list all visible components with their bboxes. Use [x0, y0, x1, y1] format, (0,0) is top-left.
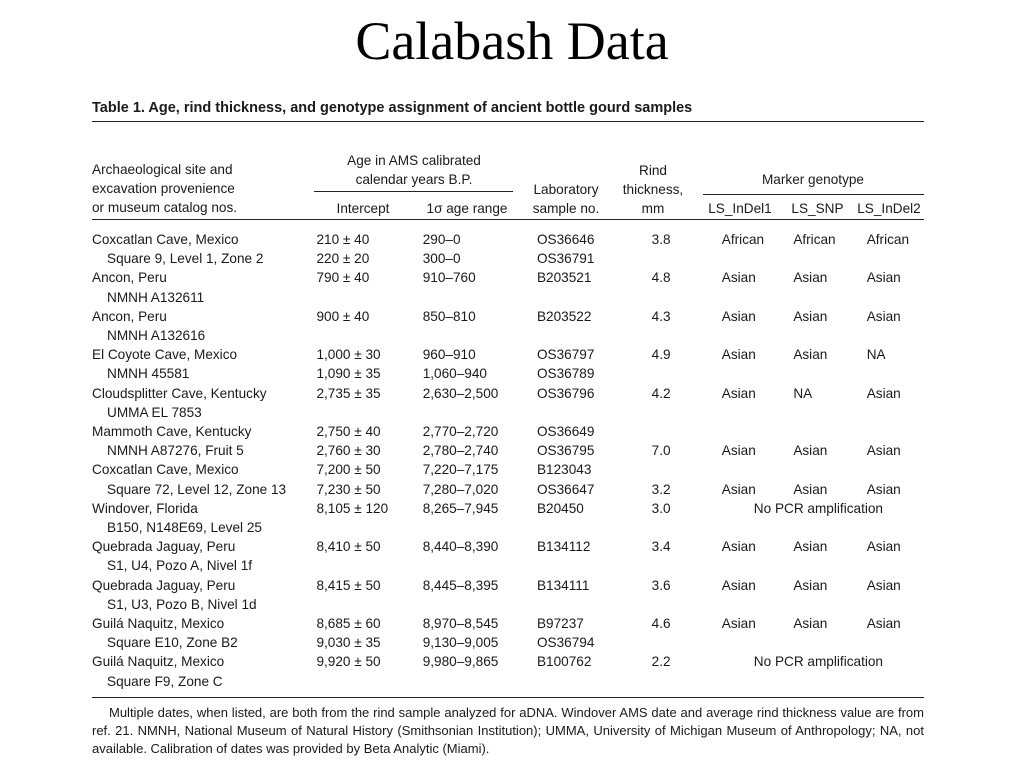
data-table [92, 98, 924, 758]
cell-lab: B134112 [536, 539, 591, 555]
cell-site: NMNH A132611 [107, 289, 205, 305]
cell-site: NMNH A132616 [107, 328, 206, 344]
cell-rind: 2.2 [651, 654, 671, 670]
table-row [92, 672, 924, 691]
table-row [92, 556, 924, 575]
cell-intercept: 900 ± 40 [316, 308, 370, 324]
cell-intercept [312, 556, 404, 575]
cell-g3: Asian [866, 577, 901, 593]
cell-intercept: 8,105 ± 120 [316, 500, 389, 516]
cell-g3 [859, 288, 924, 307]
cell-g1: Asian [721, 347, 756, 363]
cell-range: 8,970–8,545 [422, 616, 499, 632]
cell-intercept: 8,410 ± 50 [316, 539, 381, 555]
table-body [92, 230, 924, 691]
header-range: 1σ age range [426, 201, 508, 216]
cell-g2 [785, 556, 858, 575]
table-row [92, 480, 924, 499]
cell-g1 [713, 422, 786, 441]
cell-g1 [713, 633, 786, 652]
cell-g1: Asian [721, 616, 756, 632]
cell-site: El Coyote Cave, Mexico [92, 347, 238, 363]
cell-lab: B134111 [536, 577, 590, 593]
cell-g3: NA [866, 347, 886, 363]
cell-rind [619, 364, 713, 383]
cell-rind [619, 422, 713, 441]
cell-rind: 4.8 [651, 270, 671, 286]
table-row [92, 288, 924, 307]
header-intercept: Intercept [336, 201, 390, 216]
cell-g3 [859, 672, 924, 691]
age-group-rule [314, 191, 513, 192]
cell-lab: OS36795 [536, 443, 595, 459]
header-age-line: Age in AMS calibrated [347, 153, 481, 168]
cell-lab [520, 288, 619, 307]
cell-lab: B203521 [536, 270, 592, 286]
cell-lab: OS36646 [536, 232, 595, 247]
cell-g3 [859, 403, 924, 422]
cell-rind: 4.6 [651, 616, 671, 632]
cell-g2: African [793, 232, 836, 247]
header-g2: LS_SNP [791, 201, 844, 216]
header-rind-line: mm [641, 201, 665, 216]
cell-g2: NA [793, 385, 813, 401]
table-row [92, 499, 924, 518]
cell-range: 1,060–940 [422, 366, 487, 382]
cell-g1 [713, 518, 786, 537]
cell-g3: Asian [866, 616, 901, 632]
cell-g2 [785, 633, 858, 652]
table-row [92, 652, 924, 671]
cell-lab: OS36647 [536, 481, 595, 497]
slide-title: Calabash Data [355, 11, 669, 71]
cell-lab: B20450 [536, 500, 584, 516]
cell-rind: 3.8 [651, 232, 671, 247]
cell-g3 [859, 595, 924, 614]
cell-range: 910–760 [422, 270, 476, 286]
cell-g3: Asian [866, 308, 901, 324]
cell-range: 2,630–2,500 [422, 385, 499, 401]
cell-g2: Asian [793, 577, 828, 593]
cell-intercept: 2,750 ± 40 [316, 424, 381, 440]
cell-lab [520, 326, 619, 345]
cell-rind: 7.0 [651, 443, 671, 459]
cell-g1: Asian [721, 577, 756, 593]
cell-site: UMMA EL 7853 [107, 404, 202, 420]
cell-g3 [859, 518, 924, 537]
cell-g3 [859, 556, 924, 575]
cell-site: B150, N148E69, Level 25 [107, 520, 262, 536]
cell-lab: B100762 [536, 654, 592, 670]
cell-g1: Asian [721, 539, 756, 555]
cell-site: Guilá Naquitz, Mexico [92, 654, 225, 670]
cell-range: 290–0 [422, 232, 461, 247]
table-row [92, 460, 924, 479]
table-footnote: Multiple dates, when listed, are both from the rind sample analyzed for aDNA. Windover AMS date and average rind thickness value are from ref. 21. NMNH, National Museum of Natural History (Smithsonian Institution); UMMA, University of Michigan Museum of Anthropology; NA, not available. Calibration of dates was provided by Beta Analytic (Miami). [92, 704, 924, 756]
cell-g1 [713, 403, 786, 422]
cell-rind [619, 633, 713, 652]
cell-g2: Asian [793, 481, 828, 497]
cell-rind [619, 460, 713, 479]
header-rind [612, 161, 694, 218]
cell-intercept [312, 326, 404, 345]
cell-intercept: 8,685 ± 60 [316, 616, 381, 632]
cell-g2 [785, 364, 858, 383]
cell-rind: 3.0 [651, 500, 671, 516]
cell-lab: OS36791 [536, 251, 595, 267]
cell-range: 9,130–9,005 [422, 635, 499, 651]
cell-site: Guilá Naquitz, Mexico [92, 616, 225, 632]
cell-site: NMNH A87276, Fruit 5 [107, 443, 244, 459]
cell-range [405, 326, 520, 345]
header-site [92, 160, 312, 217]
cell-rind [619, 595, 713, 614]
header-site-line: Archaeological site and [92, 162, 233, 177]
cell-intercept: 9,030 ± 35 [316, 635, 381, 651]
cell-genotype-span: No PCR amplification [753, 654, 883, 670]
cell-range: 960–910 [422, 347, 476, 363]
cell-lab: OS36789 [536, 366, 595, 382]
table-row [92, 576, 924, 595]
table-row [92, 364, 924, 383]
cell-intercept: 1,090 ± 35 [316, 366, 381, 382]
cell-g2 [785, 672, 858, 691]
cell-intercept: 2,760 ± 30 [316, 443, 381, 459]
header-lab [516, 180, 616, 218]
cell-site: Cloudsplitter Cave, Kentucky [92, 385, 267, 401]
cell-site: Coxcatlan Cave, Mexico [92, 232, 239, 247]
table-row [92, 230, 924, 249]
cell-range: 9,980–9,865 [422, 654, 499, 670]
cell-range: 8,445–8,395 [422, 577, 499, 593]
cell-lab: B203522 [536, 308, 592, 324]
cell-intercept [312, 403, 404, 422]
cell-rind: 4.3 [651, 308, 671, 324]
cell-g2 [785, 249, 858, 268]
header-site-line: excavation provenience [92, 181, 235, 196]
table-row [92, 595, 924, 614]
cell-g2: Asian [793, 270, 828, 286]
cell-g2 [785, 422, 858, 441]
cell-lab: OS36794 [536, 635, 595, 651]
cell-site: Square 9, Level 1, Zone 2 [107, 251, 264, 267]
cell-range: 7,280–7,020 [422, 481, 499, 497]
cell-rind: 4.9 [651, 347, 671, 363]
cell-range [405, 556, 520, 575]
cell-rind [619, 403, 713, 422]
cell-site: Square 72, Level 12, Zone 13 [107, 481, 287, 497]
cell-range [405, 288, 520, 307]
cell-intercept: 220 ± 20 [316, 251, 370, 267]
cell-rind [619, 672, 713, 691]
cell-g1 [713, 672, 786, 691]
cell-intercept [312, 595, 404, 614]
cell-g3 [859, 364, 924, 383]
cell-g1: African [721, 232, 765, 247]
cell-g2: Asian [793, 308, 828, 324]
cell-intercept: 8,415 ± 50 [316, 577, 381, 593]
header-rind-line: Rind [639, 163, 667, 178]
cell-g1 [713, 326, 786, 345]
cell-rind [619, 288, 713, 307]
cell-g3 [859, 326, 924, 345]
cell-g3 [859, 249, 924, 268]
cell-lab: B97237 [536, 616, 584, 632]
cell-g1 [713, 595, 786, 614]
cell-g1 [713, 460, 786, 479]
cell-g2 [785, 288, 858, 307]
cell-intercept: 7,230 ± 50 [316, 481, 381, 497]
cell-rind: 4.2 [651, 385, 671, 401]
table-row [92, 268, 924, 287]
header-site-line: or museum catalog nos. [92, 200, 238, 215]
cell-intercept: 210 ± 40 [316, 232, 370, 247]
cell-g2 [785, 518, 858, 537]
cell-lab [520, 672, 619, 691]
cell-g3: Asian [866, 385, 901, 401]
table-row [92, 326, 924, 345]
cell-intercept [312, 672, 404, 691]
cell-lab [520, 556, 619, 575]
cell-g2: Asian [793, 347, 828, 363]
cell-site: Quebrada Jaguay, Peru [92, 577, 236, 593]
cell-site: Windover, Florida [92, 500, 198, 516]
cell-intercept: 1,000 ± 30 [316, 347, 381, 363]
bottom-rule [92, 697, 924, 698]
table-row [92, 422, 924, 441]
table-row [92, 518, 924, 537]
cell-g1 [713, 364, 786, 383]
cell-lab [520, 403, 619, 422]
cell-rind: 3.4 [651, 539, 671, 555]
cell-g1: Asian [721, 481, 756, 497]
cell-range [405, 403, 520, 422]
cell-intercept: 9,920 ± 50 [316, 654, 381, 670]
cell-rind [619, 326, 713, 345]
cell-g2 [785, 403, 858, 422]
genotype-group-rule [703, 194, 924, 195]
cell-g2 [785, 326, 858, 345]
cell-range: 300–0 [422, 251, 461, 267]
table-header [92, 122, 924, 216]
cell-range: 850–810 [422, 308, 476, 324]
cell-g2 [785, 595, 858, 614]
cell-site: S1, U4, Pozo A, Nivel 1f [107, 558, 253, 574]
cell-g3: Asian [866, 481, 901, 497]
header-bottom-rule [92, 219, 924, 220]
table-caption: Table 1. Age, rind thickness, and genotype assignment of ancient bottle gourd samples [92, 100, 693, 116]
cell-lab [520, 518, 619, 537]
cell-range: 8,265–7,945 [422, 500, 499, 516]
header-age-group [314, 151, 514, 189]
cell-site: Mammoth Cave, Kentucky [92, 424, 252, 440]
cell-g3: Asian [866, 443, 901, 459]
cell-rind: 3.6 [651, 577, 671, 593]
cell-site: Square F9, Zone C [107, 673, 223, 689]
cell-lab: OS36649 [536, 424, 595, 440]
header-g1: LS_InDel1 [708, 201, 772, 216]
cell-lab: B123043 [536, 462, 592, 478]
cell-intercept: 790 ± 40 [316, 270, 370, 286]
cell-g1 [713, 249, 786, 268]
cell-g1: Asian [721, 443, 756, 459]
header-g3: LS_InDel2 [857, 201, 921, 216]
cell-g3: Asian [866, 270, 901, 286]
table-row [92, 537, 924, 556]
cell-site: Square E10, Zone B2 [107, 635, 238, 651]
cell-rind [619, 518, 713, 537]
cell-g1 [713, 288, 786, 307]
cell-g1: Asian [721, 270, 756, 286]
header-lab-line: Laboratory [533, 182, 599, 197]
table-row [92, 249, 924, 268]
cell-intercept: 2,735 ± 35 [316, 385, 381, 401]
cell-rind [619, 556, 713, 575]
header-lab-line: sample no. [532, 201, 600, 216]
cell-range: 8,440–8,390 [422, 539, 499, 555]
cell-g2: Asian [793, 443, 828, 459]
cell-g3 [859, 422, 924, 441]
cell-g1: Asian [721, 308, 756, 324]
cell-lab: OS36797 [536, 347, 595, 363]
cell-range [405, 595, 520, 614]
table-row [92, 441, 924, 460]
header-rind-line: thickness, [622, 182, 684, 197]
cell-range: 2,770–2,720 [422, 424, 499, 440]
cell-lab [520, 595, 619, 614]
cell-rind [619, 249, 713, 268]
cell-rind: 3.2 [651, 481, 671, 497]
cell-site: Coxcatlan Cave, Mexico [92, 462, 239, 478]
cell-g3 [859, 460, 924, 479]
table-row [92, 345, 924, 364]
cell-site: Ancon, Peru [92, 308, 167, 324]
cell-range: 2,780–2,740 [422, 443, 499, 459]
cell-range: 7,220–7,175 [422, 462, 499, 478]
table-row [92, 633, 924, 652]
header-genotype-group: Marker genotype [761, 172, 864, 187]
table-row [92, 384, 924, 403]
cell-lab: OS36796 [536, 385, 595, 401]
header-age-line: calendar years B.P. [355, 172, 473, 187]
cell-site: S1, U3, Pozo B, Nivel 1d [107, 596, 257, 612]
cell-g2: Asian [793, 616, 828, 632]
cell-site: Quebrada Jaguay, Peru [92, 539, 236, 555]
table-row [92, 614, 924, 633]
cell-g1 [713, 556, 786, 575]
cell-site: NMNH 45581 [107, 366, 190, 382]
cell-range [405, 672, 520, 691]
cell-intercept: 7,200 ± 50 [316, 462, 381, 478]
cell-g3: Asian [866, 539, 901, 555]
cell-genotype-span: No PCR amplification [753, 500, 883, 516]
cell-intercept [312, 288, 404, 307]
table-row [92, 307, 924, 326]
cell-range [405, 518, 520, 537]
cell-g3: African [866, 232, 910, 247]
cell-g3 [859, 633, 924, 652]
cell-g1: Asian [721, 385, 756, 401]
cell-intercept [312, 518, 404, 537]
table-row [92, 403, 924, 422]
cell-g2: Asian [793, 539, 828, 555]
cell-site: Ancon, Peru [92, 270, 167, 286]
cell-g2 [785, 460, 858, 479]
